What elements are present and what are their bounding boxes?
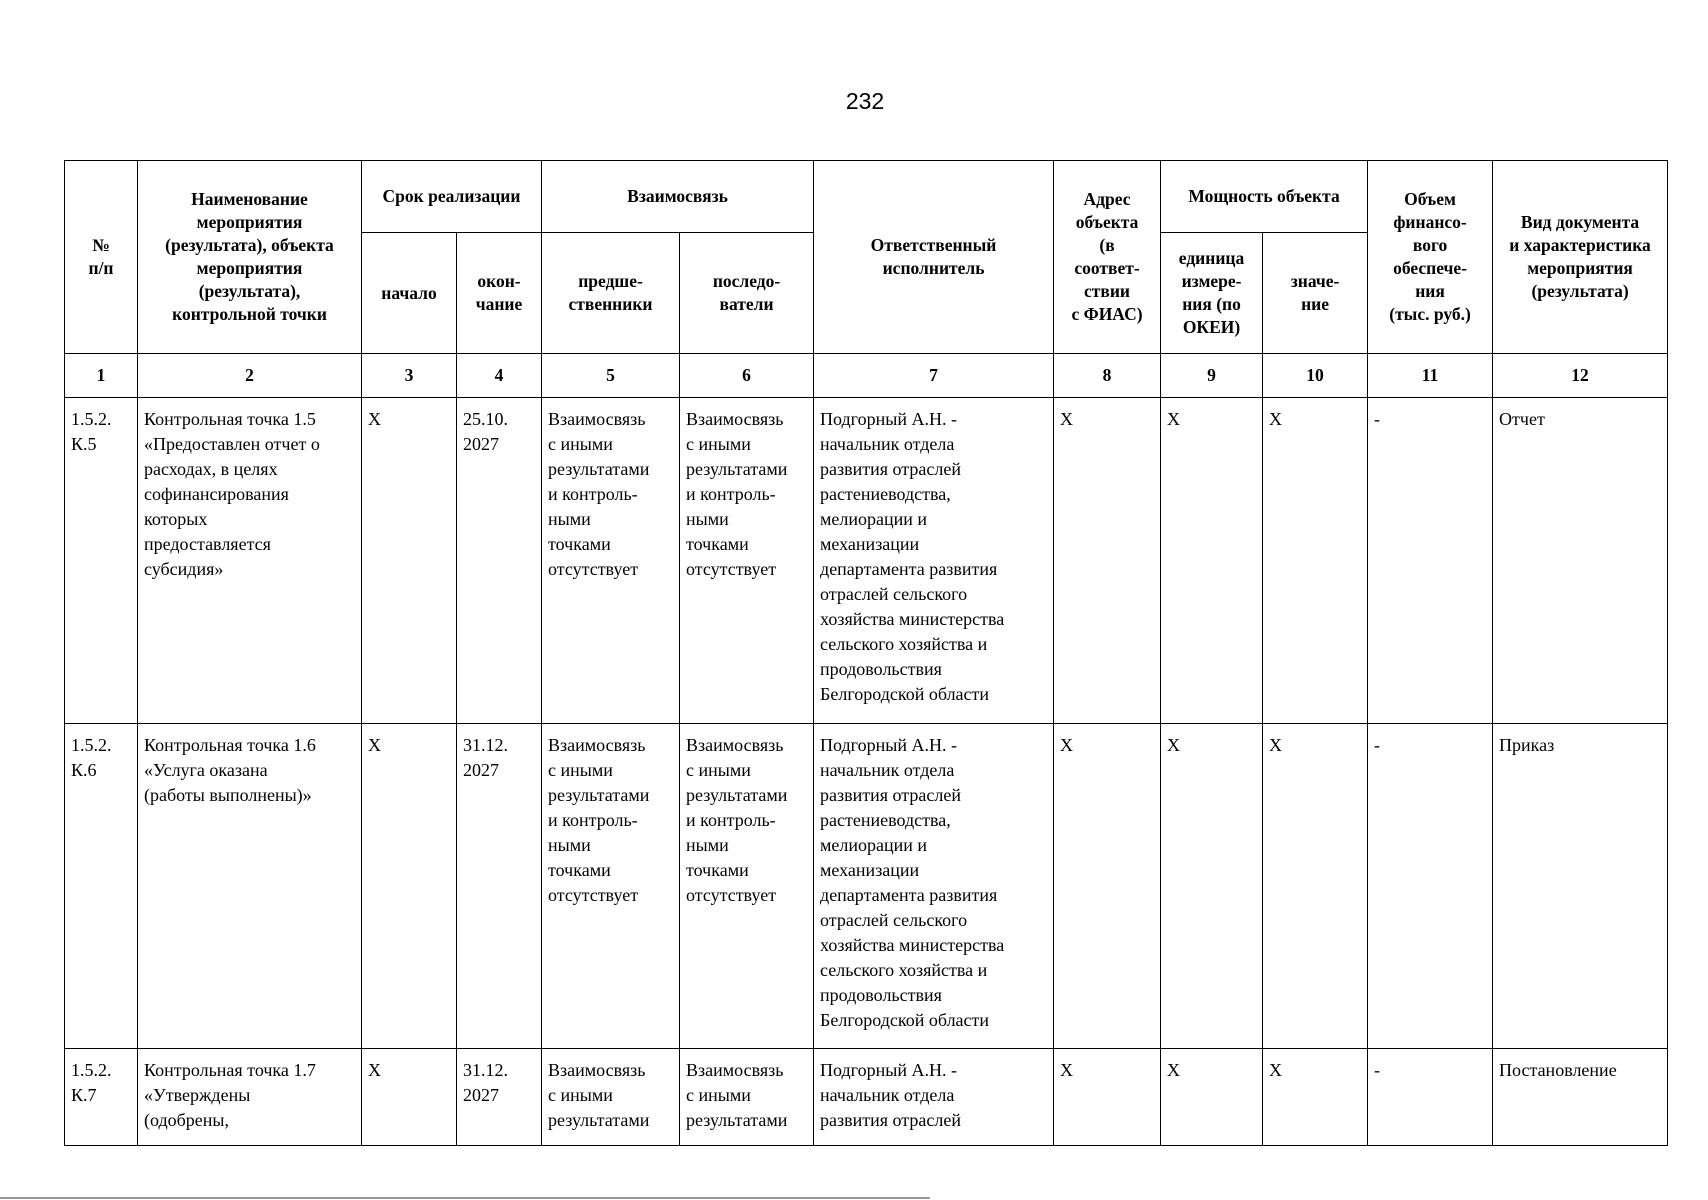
column-number: 12 <box>1493 354 1668 398</box>
column-number: 8 <box>1054 354 1161 398</box>
header-num: № п/п <box>65 161 138 354</box>
row-doc: Отчет <box>1493 398 1668 724</box>
row-predecessors: Взаимосвязь с иными результатами и контроль- ными точками отсутствует <box>542 724 680 1049</box>
row-address: X <box>1054 1049 1161 1146</box>
header-relation-pred: предше- ственники <box>542 233 680 354</box>
header-capacity: Мощность объекта <box>1161 161 1368 233</box>
table-row <box>65 724 1668 1049</box>
bottom-divider <box>0 1197 930 1199</box>
column-number-row <box>65 354 1668 398</box>
row-doc: Приказ <box>1493 724 1668 1049</box>
column-number: 11 <box>1368 354 1493 398</box>
column-number: 5 <box>542 354 680 398</box>
header-name: Наименование мероприятия (результата), объекта мероприятия (результата), контрольной точки <box>138 161 362 354</box>
row-successors: Взаимосвязь с иными результатами <box>680 1049 814 1146</box>
row-doc: Постановление <box>1493 1049 1668 1146</box>
row-name: Контрольная точка 1.6 «Услуга оказана (работы выполнены)» <box>138 724 362 1049</box>
column-number: 10 <box>1263 354 1368 398</box>
row-start: X <box>362 1049 457 1146</box>
column-number: 6 <box>680 354 814 398</box>
row-name: Контрольная точка 1.5 «Предоставлен отчет о расходах, в целях софинансирования которых предоставляется субсидия» <box>138 398 362 724</box>
header-term: Срок реализации <box>362 161 542 233</box>
row-value: X <box>1263 724 1368 1049</box>
row-responsible: Подгорный А.Н. - начальник отдела развития отраслей растениеводства, мелиорации и механизации департамента развития отраслей сельского хозяйства министерства сельского хозяйства и продовольствия Белгородской области <box>814 398 1054 724</box>
row-unit: X <box>1161 398 1263 724</box>
row-end: 31.12. 2027 <box>457 724 542 1049</box>
row-start: X <box>362 724 457 1049</box>
row-num: 1.5.2. К.5 <box>65 398 138 724</box>
header-relation: Взаимосвязь <box>542 161 814 233</box>
row-address: X <box>1054 724 1161 1049</box>
row-successors: Взаимосвязь с иными результатами и контроль- ными точками отсутствует <box>680 724 814 1049</box>
row-finance: - <box>1368 398 1493 724</box>
page-number: 232 <box>845 88 885 114</box>
header-relation-succ: последо- ватели <box>680 233 814 354</box>
row-name: Контрольная точка 1.7 «Утверждены (одобрены, <box>138 1049 362 1146</box>
row-successors: Взаимосвязь с иными результатами и контроль- ными точками отсутствует <box>680 398 814 724</box>
header-finance: Объем финансо- вого обеспече- ния (тыс. руб.) <box>1368 161 1493 354</box>
row-value: X <box>1263 398 1368 724</box>
table-row <box>65 398 1668 724</box>
row-responsible: Подгорный А.Н. - начальник отдела развития отраслей <box>814 1049 1054 1146</box>
header-term-end: окон- чание <box>457 233 542 354</box>
column-number: 9 <box>1161 354 1263 398</box>
header-responsible: Ответственный исполнитель <box>814 161 1054 354</box>
header-address: Адрес объекта (в соответ- ствии с ФИАС) <box>1054 161 1161 354</box>
row-responsible: Подгорный А.Н. - начальник отдела развития отраслей растениеводства, мелиорации и механизации департамента развития отраслей сельского хозяйства министерства сельского хозяйства и продовольствия Белгородской области <box>814 724 1054 1049</box>
header-doc: Вид документа и характеристика мероприятия (результата) <box>1493 161 1668 354</box>
row-address: X <box>1054 398 1161 724</box>
column-number: 7 <box>814 354 1054 398</box>
row-num: 1.5.2. К.6 <box>65 724 138 1049</box>
table-row <box>65 1049 1668 1146</box>
row-end: 25.10. 2027 <box>457 398 542 724</box>
row-finance: - <box>1368 724 1493 1049</box>
column-number: 3 <box>362 354 457 398</box>
header-capacity-value: значе- ние <box>1263 233 1368 354</box>
header-term-start: начало <box>362 233 457 354</box>
row-predecessors: Взаимосвязь с иными результатами и контроль- ными точками отсутствует <box>542 398 680 724</box>
column-number: 4 <box>457 354 542 398</box>
row-unit: X <box>1161 724 1263 1049</box>
table-header <box>65 161 1668 398</box>
row-start: X <box>362 398 457 724</box>
row-num: 1.5.2. К.7 <box>65 1049 138 1146</box>
header-capacity-unit: единица измере- ния (по ОКЕИ) <box>1161 233 1263 354</box>
row-finance: - <box>1368 1049 1493 1146</box>
control-points-table <box>64 160 1668 1146</box>
row-predecessors: Взаимосвязь с иными результатами <box>542 1049 680 1146</box>
row-end: 31.12. 2027 <box>457 1049 542 1146</box>
row-unit: X <box>1161 1049 1263 1146</box>
column-number: 1 <box>65 354 138 398</box>
row-value: X <box>1263 1049 1368 1146</box>
column-number: 2 <box>138 354 362 398</box>
